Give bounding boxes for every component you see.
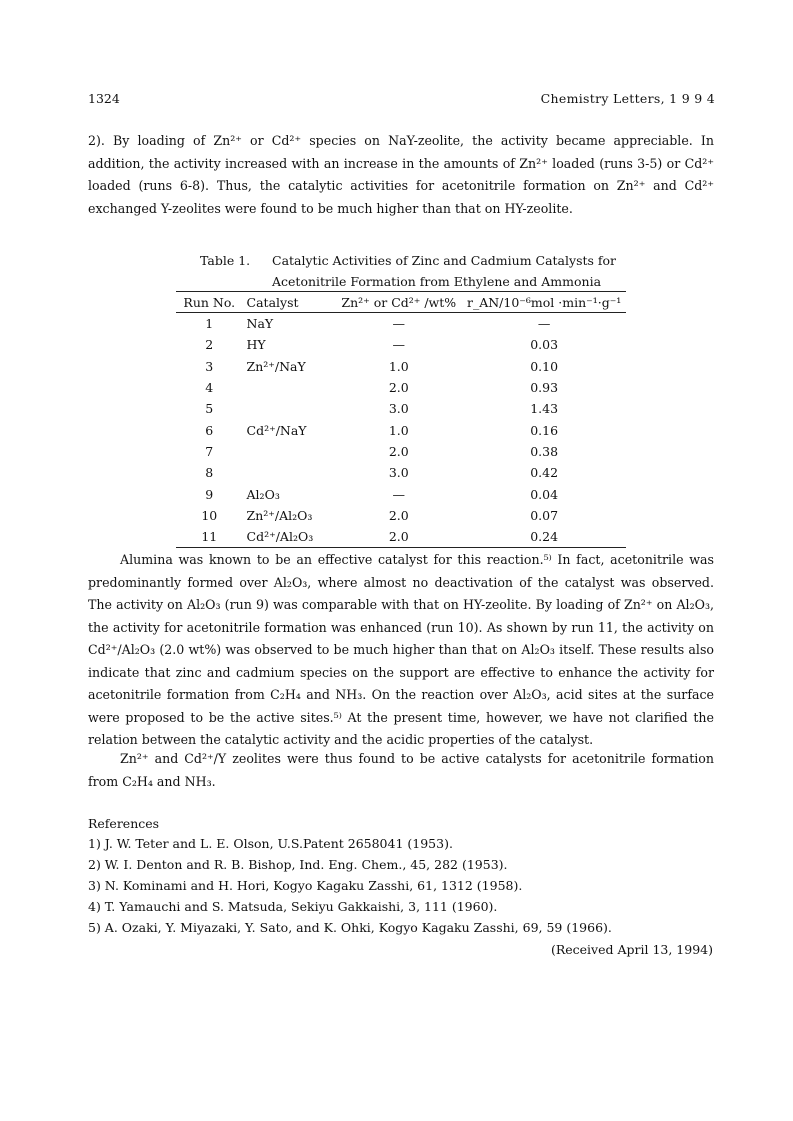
- cell-loading: 1.0: [388, 358, 409, 374]
- cell-catalyst: Zn²⁺/Al₂O₃: [246, 507, 313, 523]
- cell-catalyst: [243, 441, 336, 462]
- cell-run: 2: [205, 337, 214, 353]
- cell-loading: 2.0: [388, 380, 409, 396]
- cell-loading: —: [392, 316, 406, 332]
- cell-loading: 3.0: [388, 401, 409, 417]
- cell-rate: —: [537, 316, 551, 332]
- table-caption-text: Catalytic Activities of Zinc and Cadmium Catalysts for Acetonitrile Formation from Ethylene and Ammonia: [272, 253, 617, 289]
- table-row: [176, 462, 626, 483]
- cell-loading: 2.0: [388, 507, 409, 523]
- cell-catalyst: [243, 377, 336, 398]
- table-row: [176, 377, 626, 398]
- column-header-run: Run No.: [176, 292, 243, 313]
- table-row: [176, 441, 626, 462]
- cell-catalyst: [243, 398, 336, 419]
- cell-rate: 1.43: [530, 401, 559, 417]
- table-row: [176, 356, 626, 377]
- cell-rate: 0.07: [530, 507, 559, 523]
- table-row: [176, 526, 626, 548]
- table-row: [176, 398, 626, 419]
- reference-item: 3) N. Kominami and H. Hori, Kogyo Kagaku Zasshi, 61, 1312 (1958).: [88, 878, 523, 893]
- table-row: [176, 505, 626, 526]
- cell-run: 1: [205, 316, 214, 332]
- cell-rate: 0.42: [530, 465, 559, 481]
- cell-rate: 0.16: [530, 422, 559, 438]
- cell-run: 4: [205, 380, 214, 396]
- cell-loading: 1.0: [388, 422, 409, 438]
- cell-catalyst: NaY: [246, 316, 274, 332]
- table-header-row: [176, 292, 626, 313]
- received-date: (Received April 13, 1994): [550, 942, 713, 957]
- table-row: [176, 334, 626, 355]
- cell-catalyst: Zn²⁺/NaY: [246, 358, 306, 374]
- cell-loading: 2.0: [335, 526, 462, 548]
- column-header-rate: r_AN/10⁻⁶mol ·min⁻¹·g⁻¹: [462, 292, 626, 313]
- page-header: [88, 91, 715, 109]
- column-header-catalyst: Catalyst: [243, 292, 336, 313]
- cell-run: 3: [205, 358, 214, 374]
- journal-name: Chemistry Letters, 1 9 9 4: [540, 91, 715, 106]
- cell-rate: 0.04: [530, 486, 559, 502]
- reference-item: 2) W. I. Denton and R. B. Bishop, Ind. Eng. Chem., 45, 282 (1953).: [88, 857, 508, 872]
- page-number: 1324: [88, 91, 120, 106]
- cell-catalyst: Cd²⁺/Al₂O₃: [243, 526, 336, 548]
- cell-rate: 0.10: [530, 358, 559, 374]
- cell-catalyst: Cd²⁺/NaY: [246, 422, 307, 438]
- cell-run: 9: [205, 486, 214, 502]
- cell-rate: 0.38: [530, 443, 559, 459]
- cell-run: 7: [205, 443, 214, 459]
- cell-rate: 0.24: [462, 526, 626, 548]
- references-title: References: [88, 816, 160, 831]
- table-label: Table 1.: [200, 253, 251, 268]
- cell-loading: —: [392, 337, 406, 353]
- cell-rate: 0.03: [530, 337, 559, 353]
- cell-run: 6: [205, 422, 214, 438]
- cell-catalyst: HY: [246, 337, 266, 353]
- reference-item: 5) A. Ozaki, Y. Miyazaki, Y. Sato, and K. Ohki, Kogyo Kagaku Zasshi, 69, 59 (1966).: [88, 920, 612, 935]
- cell-rate: 0.93: [530, 380, 559, 396]
- cell-run: 8: [205, 465, 214, 481]
- paragraph-2: Alumina was known to be an effective catalyst for this reaction.⁵⁾ In fact, acetonitrile was predominantly formed over Al₂O₃, where almost no deactivation of the catalyst was observed. The activity on Al₂O₃ (run 9) was comparable with that on HY-zeolite. By loading of Zn²⁺ on Al₂O₃, the activity for acetonitrile formation was enhanced (run 10). As shown by run 11, the activity on Cd²⁺/Al₂O₃ (2.0 wt%) was observed to be much higher than that on Al₂O₃ itself. These results also indicate that zinc and cadmium species on the support are effective to enhance the activity for acetonitrile formation from C₂H₄ and NH₃. On the reaction over Al₂O₃, acid sites at the surface were proposed to be the active sites.⁵⁾ At the present time, however, we have not clarified the relation between the catalytic activity and the acidic properties of the catalyst.: [88, 552, 714, 747]
- paragraph-1: 2). By loading of Zn²⁺ or Cd²⁺ species on NaY-zeolite, the activity became appreciable. In addition, the activity increased with an increase in the amounts of Zn²⁺ loaded (runs 3-5) or Cd²⁺ loaded (runs 6-8). Thus, the catalytic activities for acetonitrile formation on Zn²⁺ and Cd²⁺ exchanged Y-zeolites were found to be much higher than that on HY-zeolite.: [88, 133, 714, 216]
- column-header-loading: Zn²⁺ or Cd²⁺ /wt%: [335, 292, 462, 313]
- cell-run: 5: [205, 401, 214, 417]
- table-row: [176, 419, 626, 440]
- cell-run: 10: [201, 507, 218, 523]
- cell-loading: 2.0: [388, 443, 409, 459]
- reference-item: 4) T. Yamauchi and S. Matsuda, Sekiyu Gakkaishi, 3, 111 (1960).: [88, 899, 498, 914]
- cell-catalyst: [243, 462, 336, 483]
- cell-loading: —: [392, 486, 406, 502]
- reference-item: 1) J. W. Teter and L. E. Olson, U.S.Patent 2658041 (1953).: [88, 836, 453, 851]
- cell-run: 11: [176, 526, 243, 548]
- paragraph-3: Zn²⁺ and Cd²⁺/Y zeolites were thus found to be active catalysts for acetonitrile formation from C₂H₄ and NH₃.: [88, 751, 714, 789]
- table-row: [176, 313, 626, 335]
- table-row: [176, 483, 626, 504]
- cell-catalyst: Al₂O₃: [246, 486, 280, 502]
- cell-loading: 3.0: [388, 465, 409, 481]
- results-table: [176, 291, 626, 548]
